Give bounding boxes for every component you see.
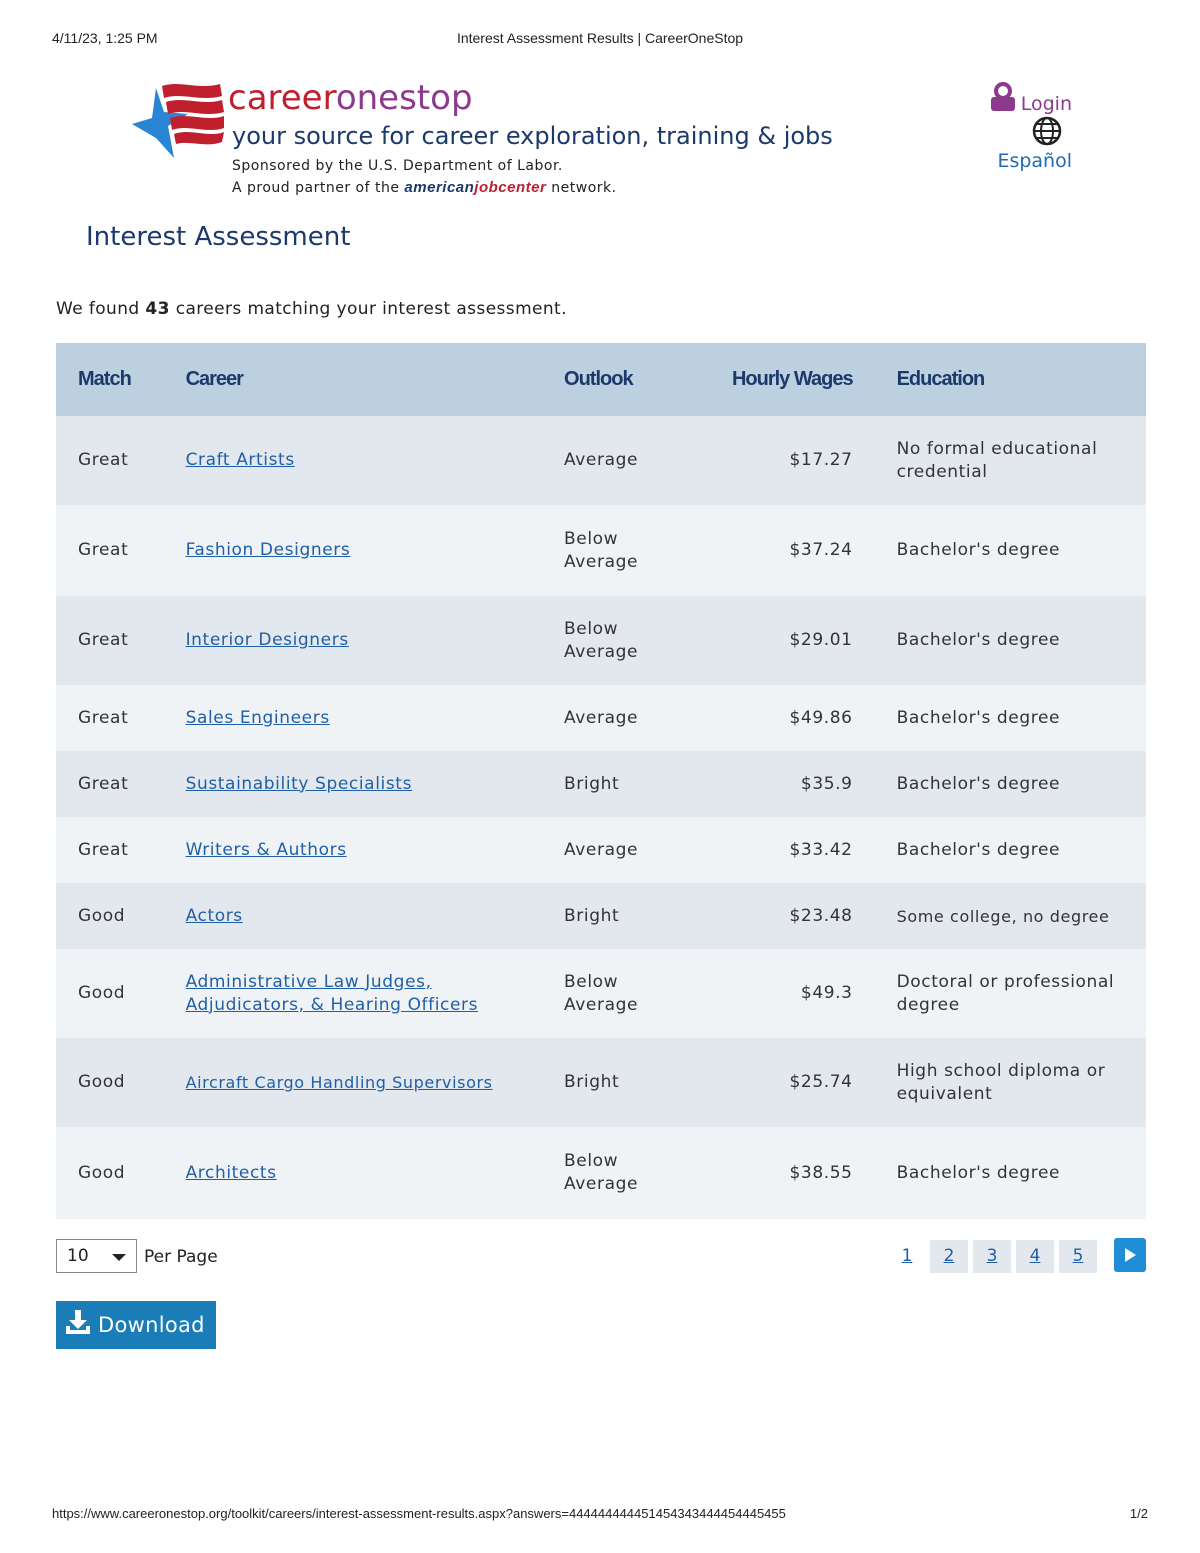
cell-education: Bachelor's degree	[875, 596, 1146, 685]
pagination-bar	[56, 1238, 1146, 1274]
career-link[interactable]: Actors	[185, 905, 243, 926]
page-link-1[interactable]: 1	[901, 1246, 913, 1266]
globe-icon[interactable]	[962, 116, 1072, 148]
cell-education: High school diploma or equivalent	[875, 1038, 1146, 1127]
cell-outlook: Average	[542, 685, 678, 751]
results-count: 43	[145, 299, 170, 319]
cell-education: Some college, no degree	[875, 883, 1146, 949]
cell-education: Bachelor's degree	[875, 751, 1146, 817]
cell-wage: $35.9	[678, 751, 875, 817]
cell-education: Doctoral or professional degree	[875, 949, 1146, 1038]
cell-outlook: Below Average	[542, 596, 678, 685]
cell-career	[164, 505, 542, 596]
cell-match: Good	[56, 883, 164, 949]
career-link[interactable]: Fashion Designers	[185, 540, 351, 560]
cell-outlook: Below Average	[542, 505, 678, 596]
print-datetime: 4/11/23, 1:25 PM	[52, 30, 158, 46]
header-career[interactable]: Career	[164, 343, 542, 416]
results-summary	[56, 299, 567, 319]
cell-outlook: Bright	[542, 1038, 678, 1127]
cell-career	[164, 1038, 542, 1127]
per-page-value: 10	[67, 1246, 89, 1266]
table-row	[56, 416, 1146, 505]
page-link-3[interactable]: 3	[973, 1240, 1011, 1273]
page-title: Interest Assessment	[86, 222, 351, 252]
site-logo[interactable]	[128, 78, 908, 208]
cell-match: Great	[56, 416, 164, 505]
per-page-label: Per Page	[144, 1247, 218, 1267]
per-page-select[interactable]	[56, 1239, 137, 1273]
cell-match: Great	[56, 817, 164, 883]
download-button[interactable]	[56, 1301, 216, 1349]
print-page-number: 1/2	[1129, 1506, 1148, 1521]
cell-career	[164, 416, 542, 505]
cell-career	[164, 883, 542, 949]
header-education[interactable]: Education	[875, 343, 1146, 416]
table-row	[56, 1038, 1146, 1127]
table-row	[56, 685, 1146, 751]
cell-wage: $37.24	[678, 505, 875, 596]
cell-career	[164, 751, 542, 817]
partner-text	[232, 179, 617, 196]
site-tagline: your source for career exploration, training & jobs	[232, 122, 833, 150]
cell-match: Great	[56, 505, 164, 596]
results-table	[56, 343, 1146, 1219]
print-header	[52, 30, 1148, 48]
cell-outlook: Average	[542, 416, 678, 505]
table-row	[56, 505, 1146, 596]
cell-education: No formal educational credential	[875, 416, 1146, 505]
cell-match: Great	[56, 751, 164, 817]
wordmark-onestop: onestop	[335, 78, 473, 118]
table-row	[56, 751, 1146, 817]
cell-match: Good	[56, 949, 164, 1038]
cell-match: Great	[56, 596, 164, 685]
cell-career	[164, 1127, 542, 1219]
user-lock-icon	[989, 82, 1017, 112]
ajc-jobcenter: jobcenter	[474, 179, 547, 196]
cell-match: Great	[56, 685, 164, 751]
career-link[interactable]: Craft Artists	[185, 450, 295, 470]
cell-wage: $33.42	[678, 817, 875, 883]
results-prefix: We found	[56, 299, 140, 319]
cell-wage: $17.27	[678, 416, 875, 505]
cell-career	[164, 949, 542, 1038]
header-hourly-wages[interactable]: Hourly Wages	[678, 343, 875, 416]
table-header-row	[56, 343, 1146, 416]
header-match[interactable]: Match	[56, 343, 164, 416]
career-link[interactable]: Administrative Law Judges, Adjudicators, & Hearing Officers	[185, 971, 479, 1015]
print-footer	[52, 1506, 1148, 1524]
table-row	[56, 949, 1146, 1038]
career-link[interactable]: Aircraft Cargo Handling Supervisors	[185, 1073, 493, 1092]
download-label: Download	[98, 1313, 205, 1337]
partner-suffix: network.	[551, 180, 617, 196]
table-row	[56, 1127, 1146, 1219]
chevron-down-icon	[112, 1254, 126, 1261]
career-link[interactable]: Writers & Authors	[185, 839, 347, 860]
american-job-center-logo	[404, 179, 546, 196]
table-row	[56, 883, 1146, 949]
cell-outlook: Bright	[542, 883, 678, 949]
flag-star-logo-icon	[128, 78, 228, 162]
cell-wage: $29.01	[678, 596, 875, 685]
cell-outlook: Bright	[542, 751, 678, 817]
cell-match: Good	[56, 1038, 164, 1127]
career-link[interactable]: Sustainability Specialists	[185, 773, 413, 794]
login-label: Login	[1020, 93, 1072, 115]
page-links	[896, 1238, 1146, 1274]
next-page-icon[interactable]	[1114, 1238, 1146, 1272]
partner-prefix: A proud partner of the	[232, 180, 400, 196]
utility-nav	[962, 82, 1072, 172]
cell-wage: $23.48	[678, 883, 875, 949]
cell-outlook: Below Average	[542, 949, 678, 1038]
cell-education: Bachelor's degree	[875, 505, 1146, 596]
table-row	[56, 596, 1146, 685]
page-link-4[interactable]: 4	[1016, 1240, 1054, 1273]
wordmark-career: career	[228, 78, 336, 118]
ajc-american: american	[404, 179, 475, 196]
career-link[interactable]: Interior Designers	[185, 630, 349, 650]
cell-match: Good	[56, 1127, 164, 1219]
print-url: https://www.careeronestop.org/toolkit/careers/interest-assessment-results.aspx?answers=444444444451454343444454445455	[52, 1506, 786, 1521]
header-outlook[interactable]: Outlook	[542, 343, 678, 416]
cell-outlook: Below Average	[542, 1127, 678, 1219]
cell-wage: $49.86	[678, 685, 875, 751]
cell-education: Bachelor's degree	[875, 817, 1146, 883]
language-link-espanol[interactable]: Español	[997, 150, 1072, 172]
cell-education: Bachelor's degree	[875, 1127, 1146, 1219]
print-doc-title: Interest Assessment Results | CareerOneStop	[456, 30, 744, 46]
sponsor-text: Sponsored by the U.S. Department of Labor.	[232, 158, 563, 174]
page-link-5[interactable]: 5	[1059, 1240, 1097, 1273]
download-icon	[64, 1309, 92, 1335]
results-suffix: careers matching your interest assessment.	[175, 299, 567, 319]
career-link[interactable]: Architects	[185, 1162, 277, 1183]
login-link[interactable]	[962, 82, 1072, 116]
site-wordmark	[228, 78, 473, 118]
cell-outlook: Average	[542, 817, 678, 883]
table-row	[56, 817, 1146, 883]
cell-education: Bachelor's degree	[875, 685, 1146, 751]
cell-career	[164, 596, 542, 685]
cell-wage: $49.3	[678, 949, 875, 1038]
page-link-2[interactable]: 2	[930, 1240, 968, 1273]
career-link[interactable]: Sales Engineers	[185, 707, 330, 728]
cell-career	[164, 817, 542, 883]
cell-career	[164, 685, 542, 751]
cell-wage: $25.74	[678, 1038, 875, 1127]
cell-wage: $38.55	[678, 1127, 875, 1219]
